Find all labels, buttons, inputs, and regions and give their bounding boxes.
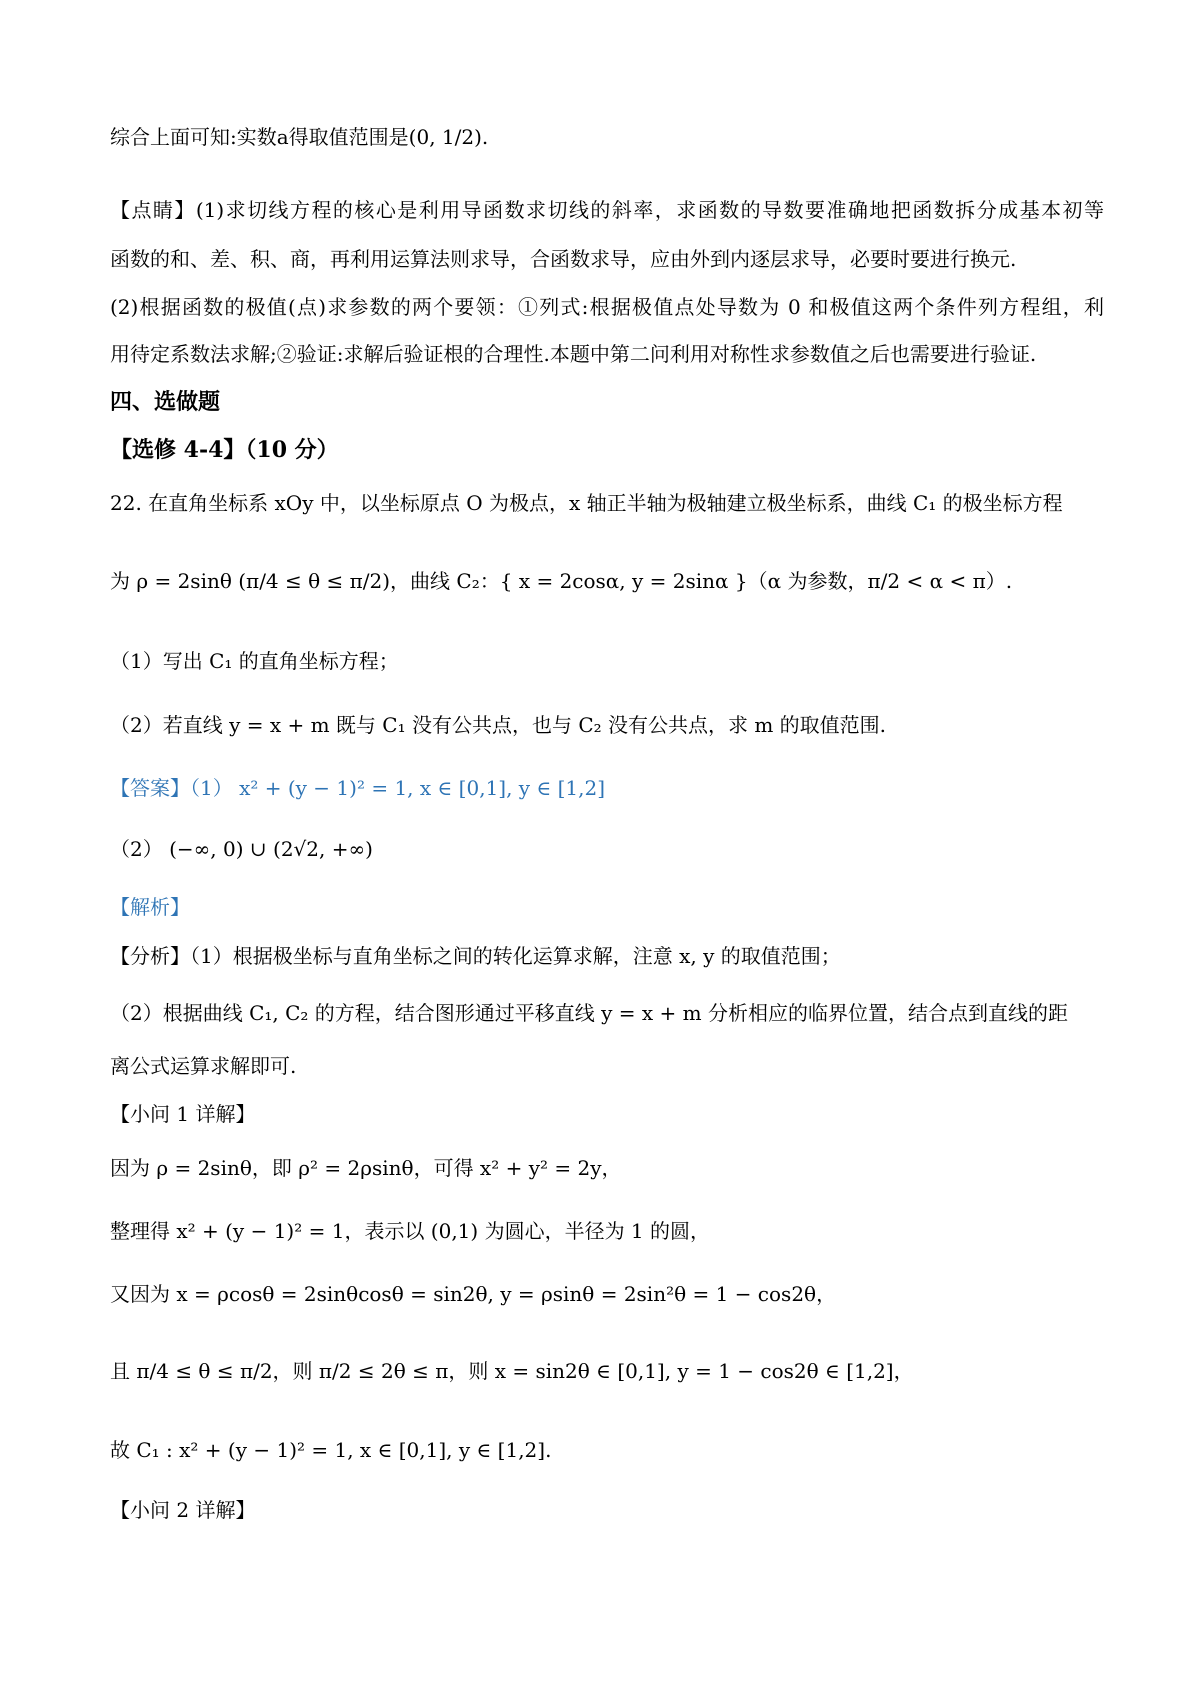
question-line-1: 22. 在直角坐标系 xOy 中，以坐标原点 O 为极点，x 轴正半轴为极轴建立极坐标系，曲线 C₁ 的极坐标方程 (110, 491, 1063, 515)
detail-2-heading: 【小问 2 详解】 (110, 1498, 256, 1522)
detail-1-line-3: 又因为 x = ρcosθ = 2sinθcosθ = sin2θ, y = ρsinθ = 2sin²θ = 1 − cos2θ， (110, 1282, 837, 1306)
question-part-2: （2）若直线 y = x + m 既与 C₁ 没有公共点，也与 C₂ 没有公共点，求 m 的取值范围. (110, 713, 887, 737)
question-line-2: 为 ρ = 2sinθ (π/4 ≤ θ ≤ π/2)，曲线 C₂：{ x = 2cosα, y = 2sinα }（α 为参数，π/2 < α < π）. (110, 569, 1013, 593)
detail-1-heading: 【小问 1 详解】 (110, 1102, 256, 1126)
dianjing-line-2: 函数的和、差、积、商，再利用运算法则求导，合函数求导，应由外到内逐层求导，必要时要进行换元. (110, 247, 1017, 271)
dianjing-line-4: 用待定系数法求解;②验证:求解后验证根的合理性.本题中第二问利用对称性求参数值之后也需要进行验证. (110, 342, 1037, 366)
detail-1-line-1: 因为 ρ = 2sinθ，即 ρ² = 2ρsinθ，可得 x² + y² = 2y， (110, 1156, 622, 1180)
question-part-1: （1）写出 C₁ 的直角坐标方程； (110, 649, 399, 673)
detail-1-line-5: 故 C₁ : x² + (y − 1)² = 1, x ∈ [0,1], y ∈ [1,2]. (110, 1438, 552, 1462)
answer-line-2: （2） (−∞, 0) ∪ (2√2, +∞) (110, 837, 373, 861)
fenxi-line-3: 离公式运算求解即可. (110, 1054, 297, 1078)
analysis-heading: 【解析】 (110, 895, 190, 919)
section-heading: 四、选做题 (110, 389, 221, 415)
dianjing-line-1: 【点睛】(1)求切线方程的核心是利用导函数求切线的斜率，求函数的导数要准确地把函数拆分成基本初等 (110, 198, 1104, 222)
fenxi-line-2: （2）根据曲线 C₁, C₂ 的方程，结合图形通过平移直线 y = x + m 分析相应的临界位置，结合点到直线的距 (110, 1001, 1068, 1025)
dianjing-line-3: (2)根据函数的极值(点)求参数的两个要领：①列式:根据极值点处导数为 0 和极值这两个条件列方程组，利 (110, 295, 1104, 319)
fenxi-line-1: 【分析】（1）根据极坐标与直角坐标之间的转化运算求解，注意 x, y 的取值范围； (110, 944, 841, 968)
detail-1-line-4: 且 π/4 ≤ θ ≤ π/2，则 π/2 ≤ 2θ ≤ π，则 x = sin2θ ∈ [0,1], y = 1 − cos2θ ∈ [1,2]， (110, 1359, 914, 1383)
detail-1-line-2: 整理得 x² + (y − 1)² = 1，表示以 (0,1) 为圆心，半径为 1 的圆， (110, 1219, 711, 1243)
subsection-heading: 【选修 4-4】（10 分） (110, 437, 339, 463)
conclusion-line: 综合上面可知:实数a得取值范围是(0, 1/2). (110, 125, 489, 149)
answer-line-1: 【答案】（1） x² + (y − 1)² = 1, x ∈ [0,1], y ∈ [1,2] (110, 776, 606, 800)
